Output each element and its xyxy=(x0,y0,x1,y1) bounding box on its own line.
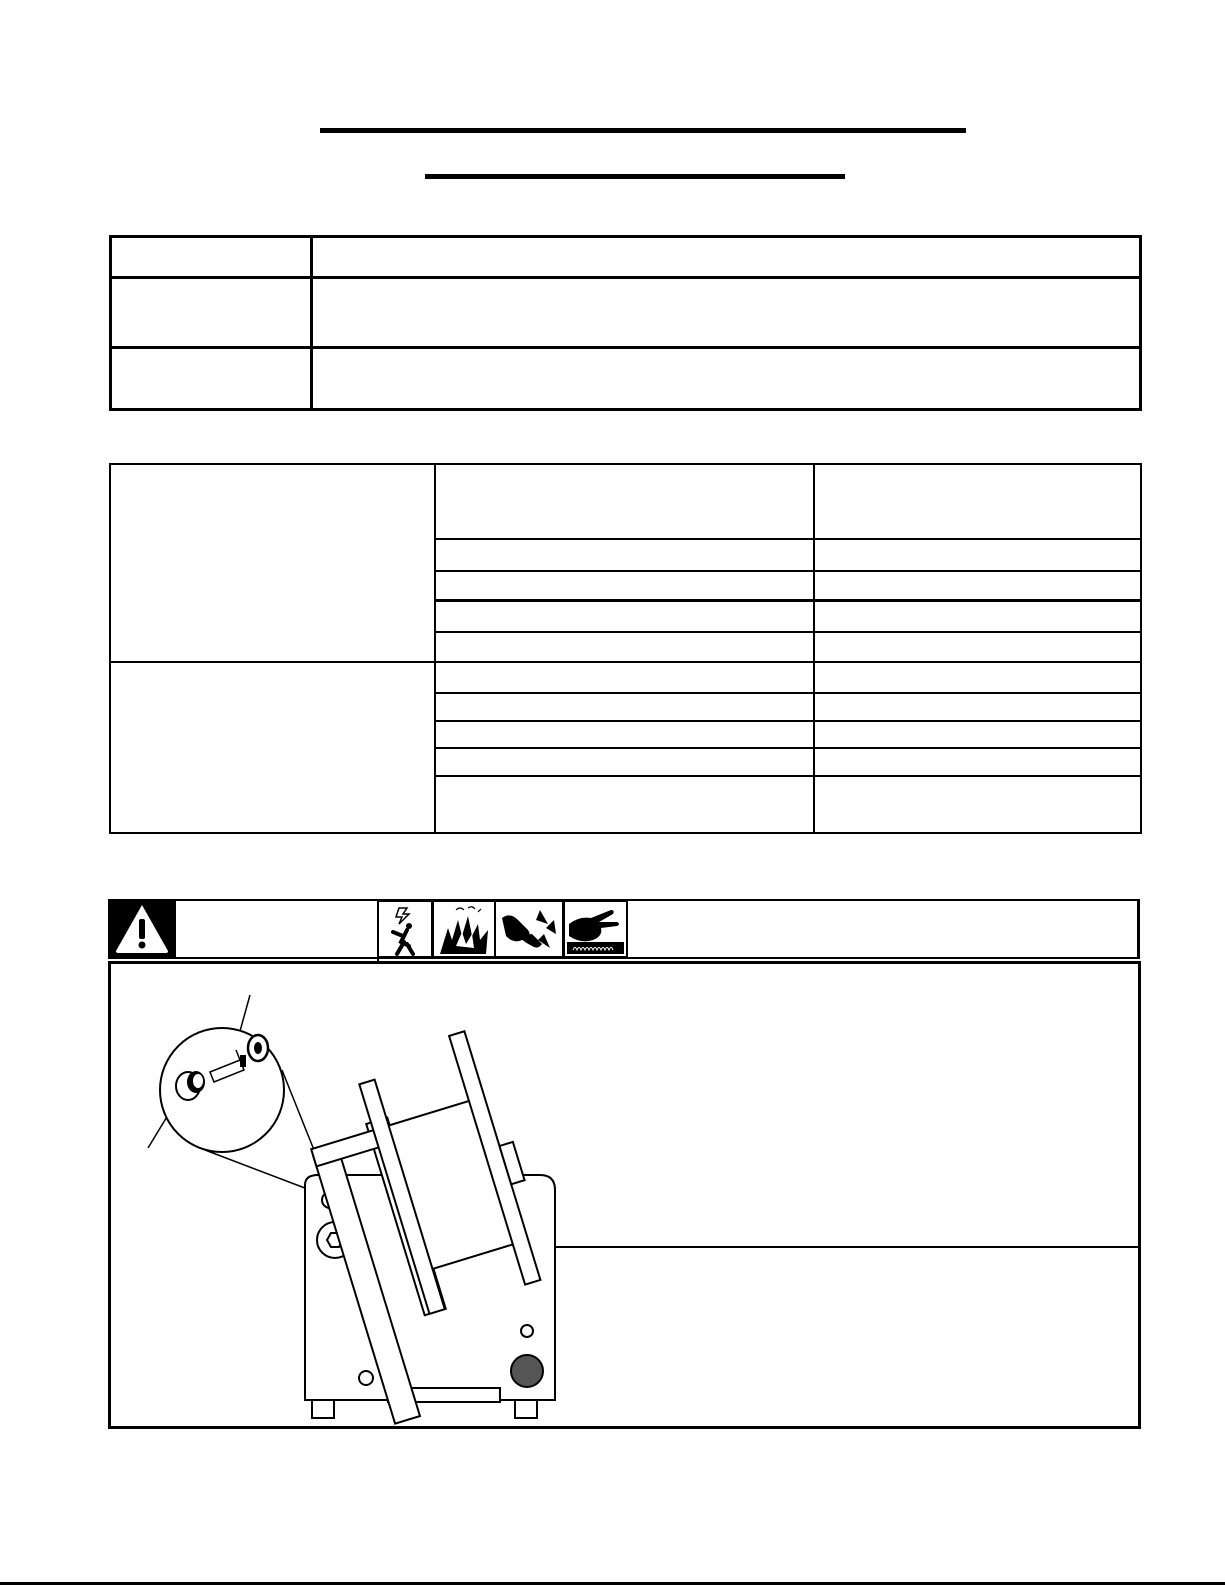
warning-triangle-box xyxy=(108,899,176,957)
spec-table-col-line xyxy=(434,463,436,834)
header-table-row-line xyxy=(109,276,1142,279)
wire-feeder-illustration xyxy=(110,963,570,1425)
spec-table-col-line xyxy=(813,463,815,834)
electric-shock-icon xyxy=(377,900,433,958)
spec-table-row-line xyxy=(434,631,1142,633)
spec-table-row-line xyxy=(434,692,1142,694)
title-rule-top xyxy=(320,128,966,133)
header-table xyxy=(109,235,1142,411)
title-rule-bottom xyxy=(425,174,845,179)
fire-explosion-icon xyxy=(432,900,496,958)
spec-table-row-line xyxy=(434,538,1142,540)
moving-parts-icon xyxy=(494,900,564,958)
spec-table-row-line xyxy=(434,720,1142,722)
spec-table-row-line xyxy=(434,747,1142,749)
hot-parts-icon xyxy=(563,900,628,958)
warning-triangle-icon xyxy=(108,899,176,957)
spec-table-row-line xyxy=(434,775,1142,777)
header-table-divider xyxy=(310,235,313,411)
spec-table-group-line xyxy=(109,661,1142,663)
nut-part xyxy=(248,1035,268,1061)
spec-table-row-line xyxy=(434,599,1142,602)
spec-table-row-line xyxy=(434,570,1142,572)
header-table-row-line xyxy=(109,346,1142,349)
spec-table xyxy=(109,463,1142,834)
